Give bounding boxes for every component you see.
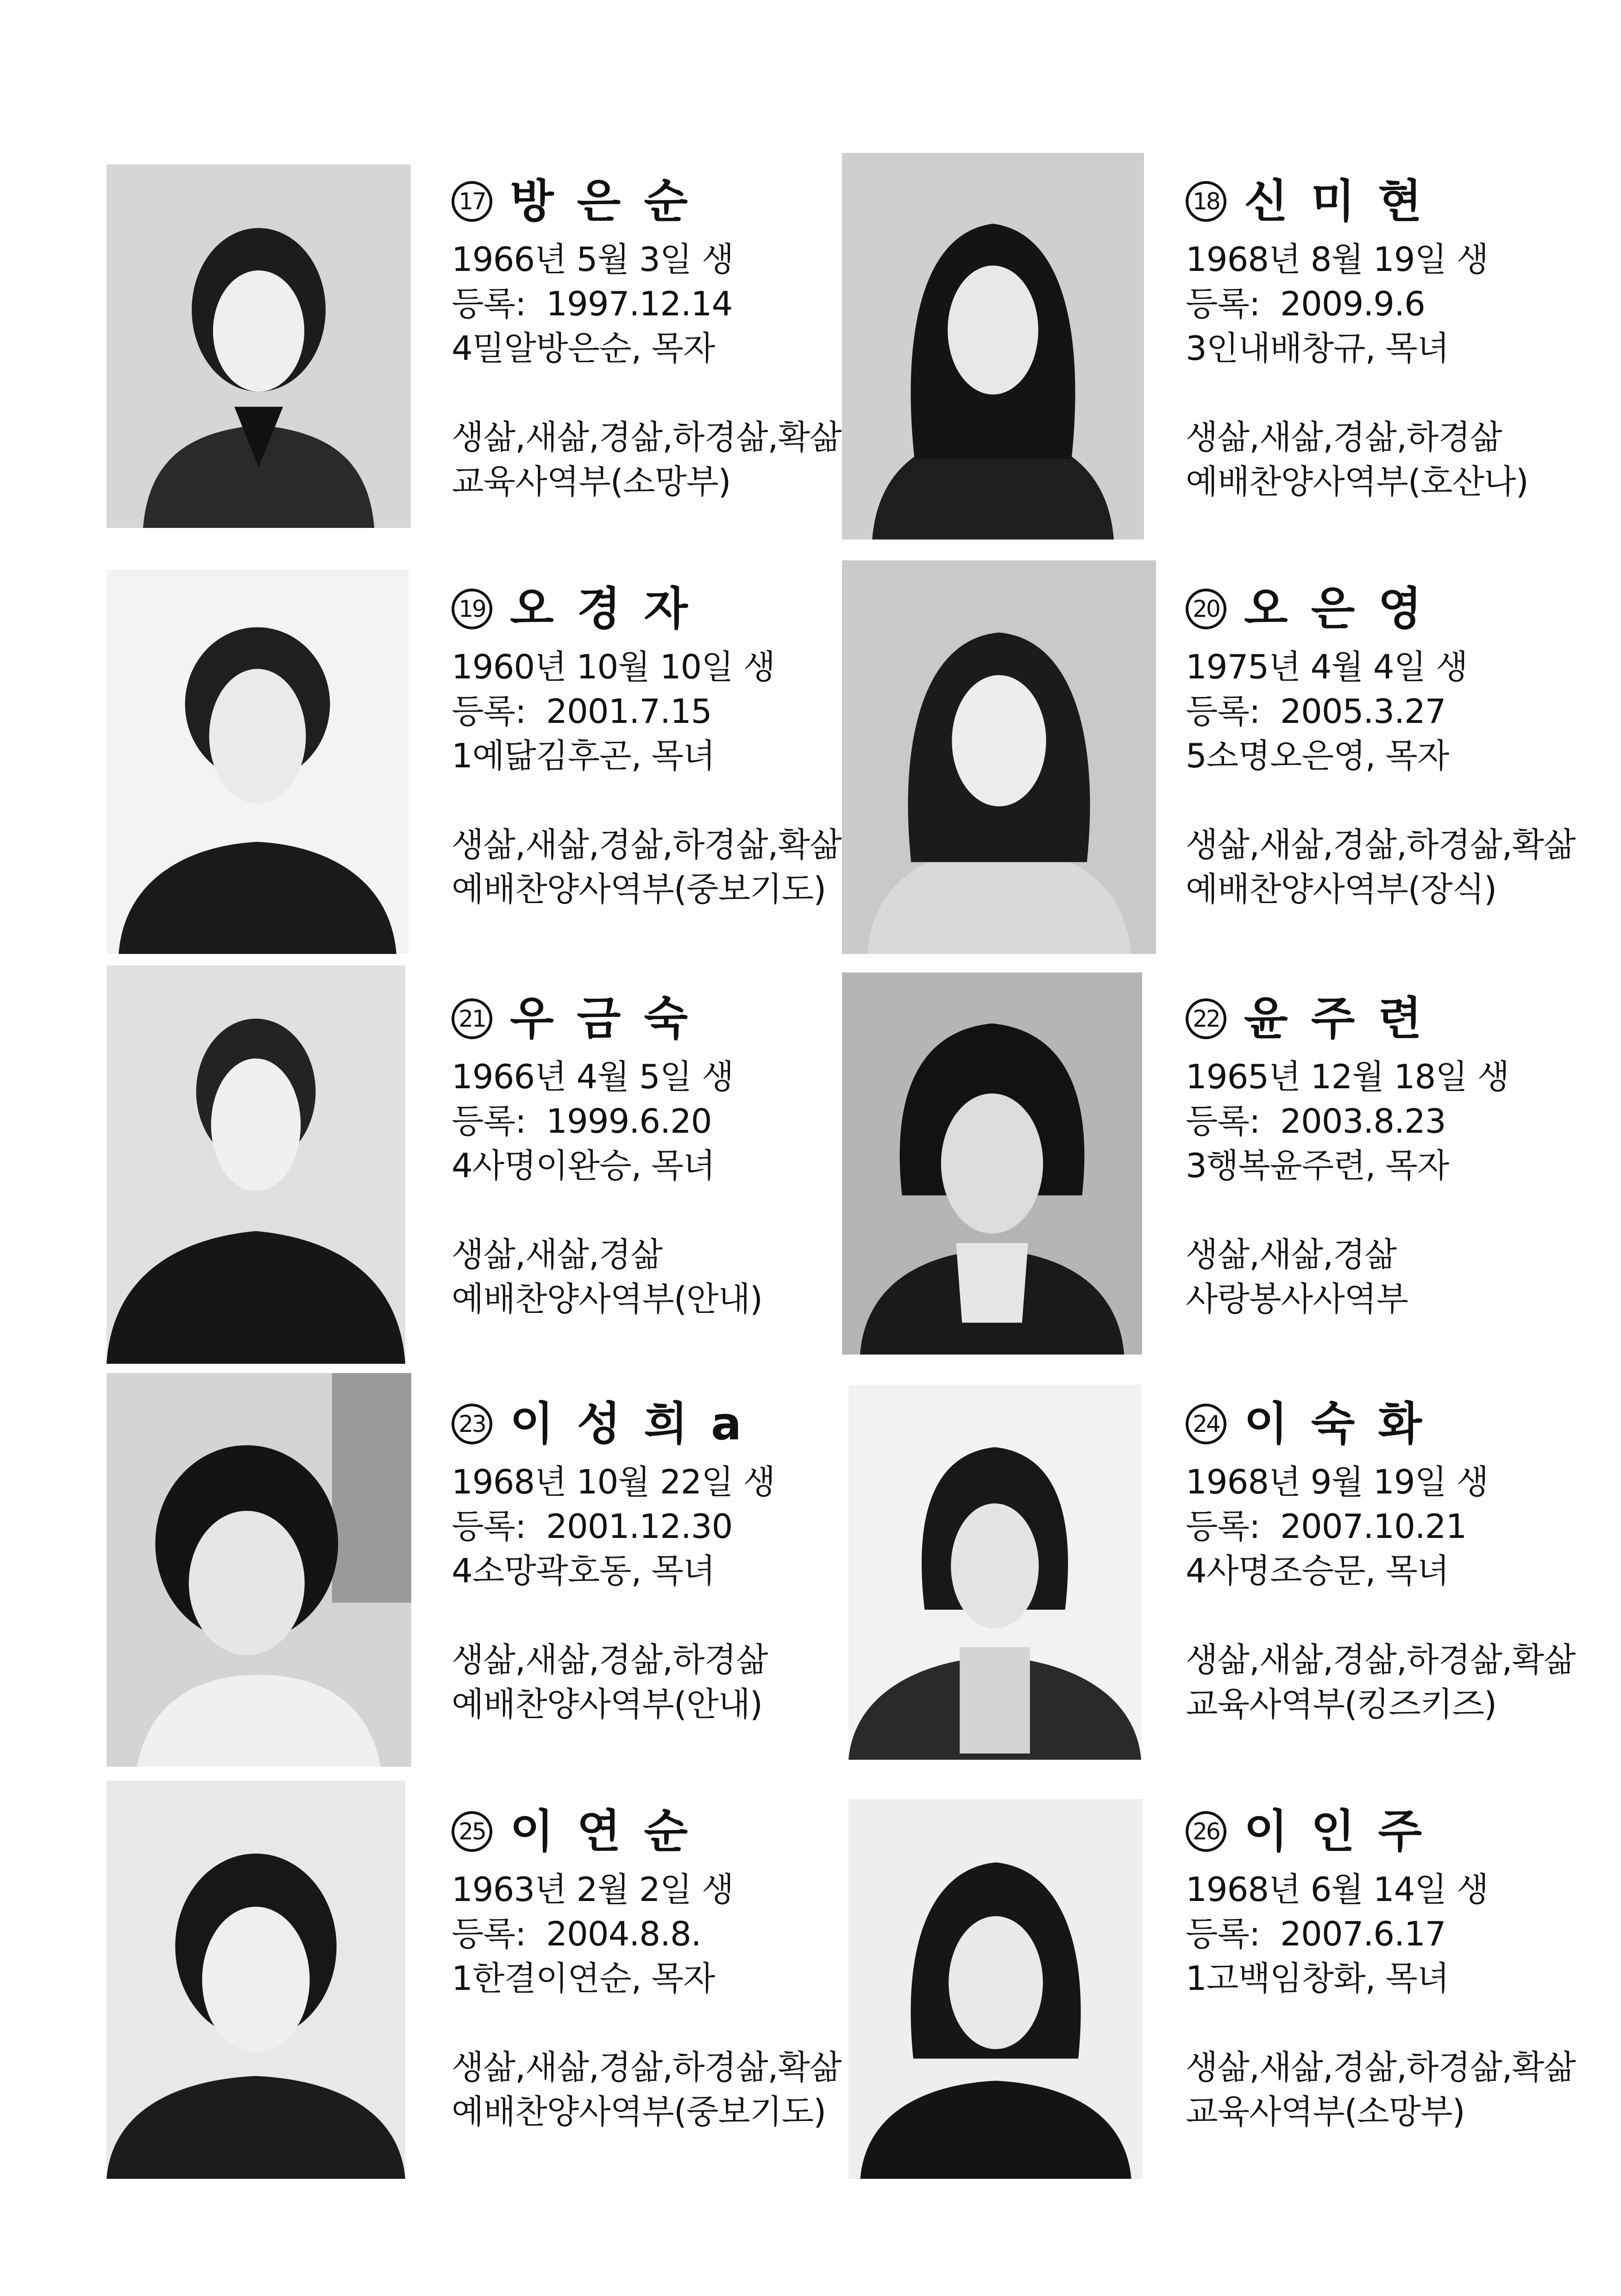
- ministry-department: 예배찬양사역부(장식): [1186, 870, 1497, 909]
- registration-label: 등록:: [452, 692, 526, 731]
- registration-value: 2009.9.6: [1280, 284, 1425, 323]
- completed-courses: 생삶,새삶,경삶,하경삶,확삶: [452, 418, 842, 457]
- member-number-badge: 26: [1186, 1811, 1226, 1852]
- completed-courses: 생삶,새삶,경삶,하경삶,확삶: [1186, 825, 1576, 864]
- cell-group-role: 1예닮김후곤, 목녀: [452, 736, 715, 775]
- completed-courses: 생삶,새삶,경삶,하경삶,확삶: [452, 2048, 842, 2087]
- portrait-photo: [842, 560, 1156, 954]
- cell-group-role: 4소망곽호동, 목녀: [452, 1551, 715, 1590]
- ministry-department: 예배찬양사역부(안내): [452, 1685, 763, 1724]
- registration-label: 등록:: [1186, 1914, 1260, 1953]
- member-name: 신미현: [1244, 175, 1445, 228]
- member-number-badge: 18: [1186, 181, 1226, 222]
- registration-value: 2001.7.15: [546, 692, 712, 731]
- birth-date: 1966년 5월 3일 생: [452, 240, 734, 279]
- member-number-badge: 19: [452, 589, 492, 629]
- registration-label: 등록:: [452, 284, 526, 323]
- member-name: 윤주련: [1244, 992, 1445, 1045]
- birth-date: 1968년 10월 22일 생: [452, 1462, 775, 1501]
- cell-group-role: 3인내배창규, 목녀: [1186, 329, 1449, 368]
- registration-value: 2005.3.27: [1280, 692, 1446, 731]
- cell-group-role: 3행복윤주련, 목자: [1186, 1146, 1449, 1185]
- cell-group-role: 4사명조승문, 목녀: [1186, 1551, 1449, 1590]
- cell-group-role: 5소명오은영, 목자: [1186, 736, 1449, 775]
- registration-value: 2007.6.17: [1280, 1914, 1446, 1953]
- member-number-badge: 22: [1186, 998, 1226, 1039]
- birth-date: 1968년 9월 19일 생: [1186, 1462, 1489, 1501]
- registration-value: 2004.8.8.: [546, 1914, 701, 1953]
- completed-courses: 생삶,새삶,경삶: [452, 1235, 663, 1274]
- completed-courses: 생삶,새삶,경삶,하경삶,확삶: [1186, 2048, 1576, 2087]
- portrait-photo: [107, 1781, 405, 2179]
- portrait-photo: [107, 570, 408, 954]
- birth-date: 1960년 10월 10일 생: [452, 647, 775, 686]
- registration-value: 2007.10.21: [1280, 1507, 1467, 1546]
- cell-group-role: 1한결이연순, 목자: [452, 1959, 715, 1998]
- birth-date: 1968년 8월 19일 생: [1186, 240, 1489, 279]
- ministry-department: 예배찬양사역부(호산나): [1186, 462, 1528, 501]
- registration-date: [452, 1504, 775, 1549]
- registration-value: 2001.12.30: [546, 1507, 733, 1546]
- member-number-badge: 20: [1186, 589, 1226, 629]
- registration-value: 2003.8.23: [1280, 1102, 1446, 1141]
- portrait-photo: [848, 1385, 1141, 1760]
- registration-date: [1186, 1912, 1576, 1956]
- registration-date: [1186, 1099, 1509, 1143]
- ministry-department: 예배찬양사역부(안내): [452, 1280, 763, 1318]
- registration-value: 1997.12.14: [546, 284, 733, 323]
- registration-label: 등록:: [452, 1914, 526, 1953]
- portrait-photo: [842, 153, 1144, 539]
- member-number-badge: 25: [452, 1811, 492, 1852]
- registration-label: 등록:: [452, 1102, 526, 1141]
- registration-date: [452, 1099, 762, 1143]
- registration-date: [452, 1912, 842, 1956]
- cell-group-role: 4밀알방은순, 목자: [452, 329, 715, 368]
- portrait-photo: [848, 1799, 1143, 2179]
- birth-date: 1963년 2월 2일 생: [452, 1870, 734, 1909]
- member-number-badge: 17: [452, 181, 492, 222]
- completed-courses: 생삶,새삶,경삶,하경삶,확삶: [1186, 1640, 1576, 1679]
- member-name: 이연순: [510, 1805, 711, 1858]
- birth-date: 1966년 4월 5일 생: [452, 1057, 734, 1096]
- ministry-department: 교육사역부(소망부): [1186, 2092, 1465, 2131]
- birth-date: 1968년 6월 14일 생: [1186, 1870, 1489, 1909]
- birth-date: 1975년 4월 4일 생: [1186, 647, 1468, 686]
- member-number-badge: 21: [452, 998, 492, 1039]
- cell-group-role: 4사명이완승, 목녀: [452, 1146, 715, 1185]
- portrait-photo: [107, 1373, 411, 1767]
- registration-label: 등록:: [1186, 692, 1260, 731]
- ministry-department: 사랑봉사사역부: [1186, 1280, 1408, 1318]
- member-name: 방은순: [510, 175, 711, 228]
- member-name: 이인주: [1244, 1805, 1445, 1858]
- ministry-department: 예배찬양사역부(중보기도): [452, 2092, 826, 2131]
- registration-label: 등록:: [452, 1507, 526, 1546]
- registration-label: 등록:: [1186, 1507, 1260, 1546]
- birth-date: 1965년 12월 18일 생: [1186, 1057, 1509, 1096]
- registration-value: 1999.6.20: [546, 1102, 712, 1141]
- member-number-badge: 23: [452, 1404, 492, 1444]
- member-name: 오경자: [510, 583, 711, 635]
- completed-courses: 생삶,새삶,경삶,하경삶,확삶: [452, 825, 842, 864]
- registration-date: [1186, 689, 1576, 734]
- ministry-department: 교육사역부(킹즈키즈): [1186, 1685, 1497, 1724]
- completed-courses: 생삶,새삶,경삶,하경삶: [452, 1640, 768, 1679]
- member-name: 오은영: [1244, 583, 1445, 635]
- ministry-department: 예배찬양사역부(중보기도): [452, 870, 826, 909]
- portrait-photo: [842, 972, 1142, 1355]
- member-name: 이숙화: [1244, 1398, 1445, 1450]
- member-name: 우금숙: [510, 992, 711, 1045]
- ministry-department: 교육사역부(소망부): [452, 462, 731, 501]
- registration-date: [452, 282, 842, 326]
- completed-courses: 생삶,새삶,경삶,하경삶: [1186, 418, 1502, 457]
- registration-date: [1186, 282, 1528, 326]
- registration-date: [452, 689, 842, 734]
- member-number-badge: 24: [1186, 1404, 1226, 1444]
- cell-group-role: 1고백임창화, 목녀: [1186, 1959, 1449, 1998]
- registration-label: 등록:: [1186, 284, 1260, 323]
- member-name: 이성희a: [510, 1398, 765, 1450]
- completed-courses: 생삶,새삶,경삶: [1186, 1235, 1397, 1274]
- registration-date: [1186, 1504, 1576, 1549]
- portrait-photo: [107, 164, 411, 528]
- portrait-photo: [107, 966, 405, 1364]
- registration-label: 등록:: [1186, 1102, 1260, 1141]
